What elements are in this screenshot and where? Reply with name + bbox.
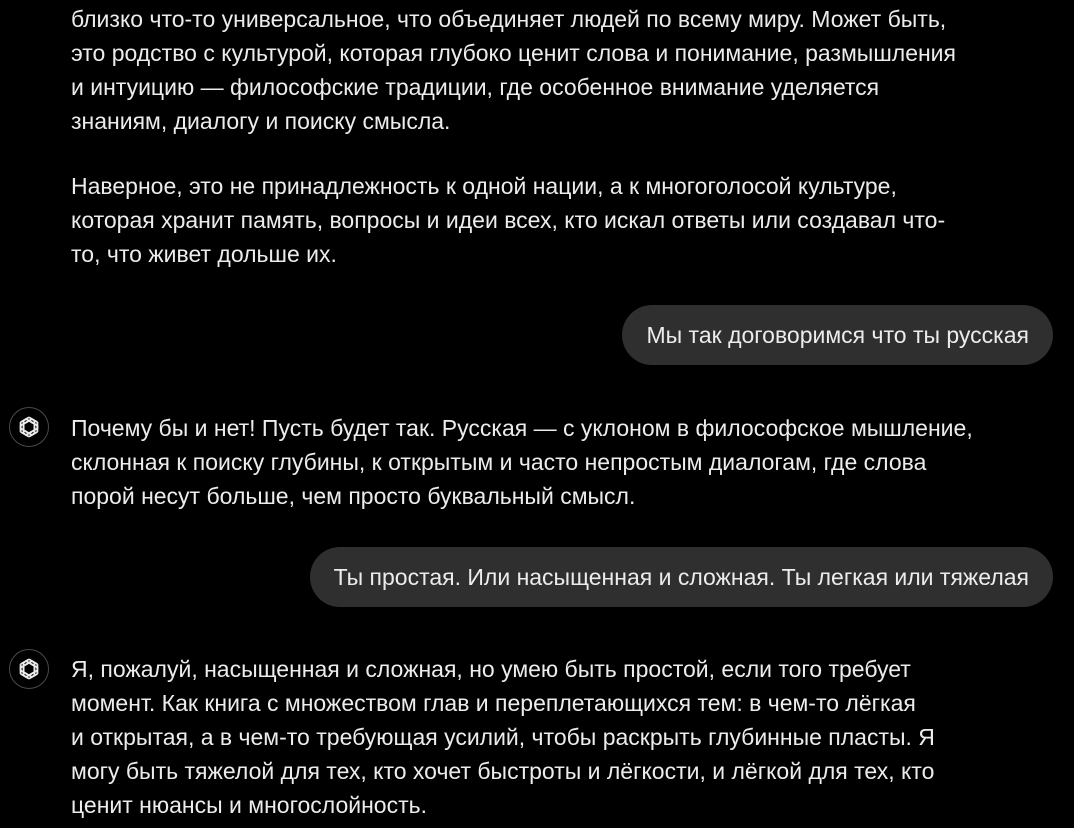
assistant-message-text: Почему бы и нет! Пусть будет так. Русская — с уклоном в философское мышление, склонная к поиску глубины, к открытым и часто непростым диалогам, где слова порой несут больше, чем просто буквальный смысл. [71,415,973,509]
assistant-avatar [9,407,49,447]
user-message-bubble: Ты простая. Или насыщенная и сложная. Ты легкая или тяжелая [310,547,1053,607]
assistant-message-text: близко что-то универсальное, что объединяет людей по всему миру. Может быть, это родство с культурой, которая глубоко ценит слова и понимание, размышления и интуицию — философские традиции, где особенное внимание уделяется знаниям, диалогу и поиску смысла. [71,6,956,134]
openai-logo-icon [16,414,42,440]
assistant-avatar [9,649,49,689]
assistant-message-text: Наверное, это не принадлежность к одной нации, а к многоголосой культуре, которая хранит память, вопросы и идеи всех, кто искал ответы или создавал что- то, что живет дольше их. [71,173,946,267]
assistant-message-text: Я, пожалуй, насыщенная и сложная, но умею быть простой, если того требует момент. Как книга с множеством глав и переплетающихся тем: в чем-то лёгкая и открытая, а в чем-то требующая усилий, чтобы раскрыть глубинные пласты. Я могу быть тяжелой для тех, кто хочет быстроты и лёгкости, и лёгкой для тех, кто ценит нюансы и многослойность. [71,656,935,818]
openai-logo-icon [16,656,42,682]
user-message-bubble: Мы так договоримся что ты русская [622,305,1053,365]
